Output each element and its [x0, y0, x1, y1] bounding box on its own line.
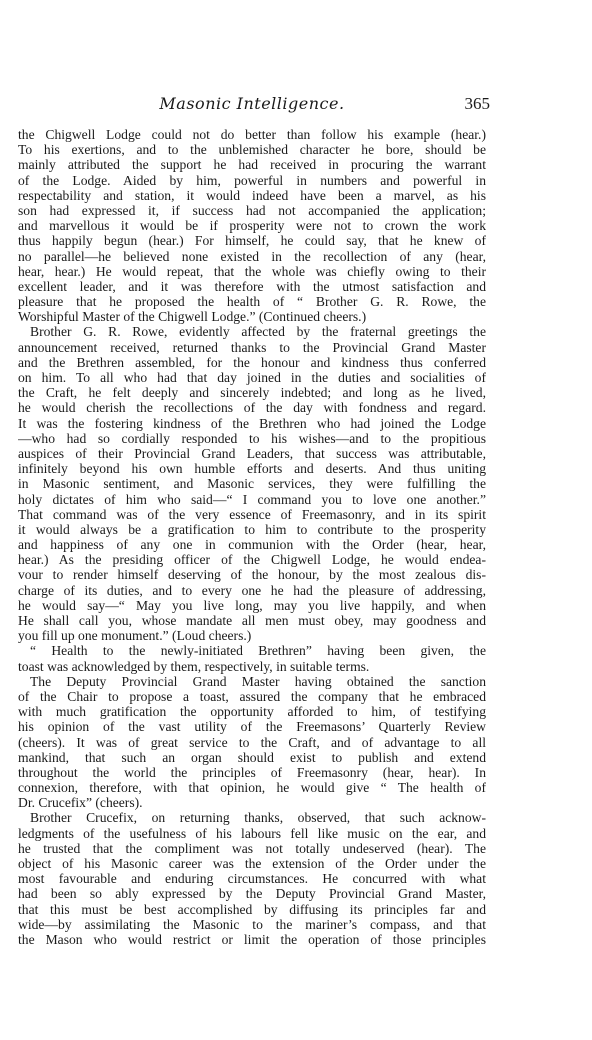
text-line: respectability and station, it would indeed have been a marvel, as his — [18, 187, 486, 203]
text-line: That command was of the very essence of Freemasonry, and in its spirit — [18, 506, 486, 522]
text-line: he trusted that the compliment was not totally undeserved (hear). The — [18, 840, 486, 856]
text-line: that this must be best accomplished by diffusing its principles far and — [18, 901, 486, 917]
text-line: He shall call you, whose mandate all men must obey, may goodness and — [18, 613, 486, 628]
text-line: son had expressed it, if success had not accompanied the application; — [18, 202, 486, 218]
text-line: of the Chair to propose a toast, assured the company that he embraced — [18, 688, 486, 704]
text-line: Worshipful Master of the Chigwell Lodge.” (Continued cheers.) — [18, 309, 367, 325]
text-line: mankind, that such an organ should exist to publish and extend — [18, 749, 486, 765]
text-line: it would always be a gratification to him to contribute to the prosperity — [18, 521, 486, 537]
text-line: To his exertions, and to the unblemished character he bore, should be — [18, 142, 486, 158]
running-head — [18, 94, 490, 116]
running-title: Masonic Intelligence. — [159, 94, 345, 113]
text-line: announcement received, returned thanks to the Provincial Grand Master — [18, 339, 486, 355]
text-line: Brother G. R. Rowe, evidently affected by the fraternal greetings the — [30, 324, 486, 340]
text-line: pleasure that he proposed the health of “ Brother G. R. Rowe, the — [18, 294, 486, 310]
text-line: Brother Crucefix, on returning thanks, observed, that such acknow- — [30, 810, 486, 826]
text-line: thus happily begun (hear.) For himself, he could say, that he knew of — [18, 233, 486, 249]
text-line: vour to render himself deserving of the honour, by the most zealous dis- — [18, 567, 486, 583]
text-line: the Chigwell Lodge could not do better than follow his example (hear.) — [18, 127, 486, 142]
text-line: mainly attributed the support he had received in procuring the warrant — [18, 157, 486, 173]
text-line: of the Lodge. Aided by him, powerful in numbers and powerful in — [18, 172, 486, 188]
text-line: the Mason who would restrict or limit the operation of those principles — [18, 931, 486, 947]
text-line: most favourable and enduring circumstances. He concurred with what — [18, 871, 486, 887]
text-line: and marvellous it would be if prosperity were not to crown the work — [18, 218, 486, 234]
text-line: infinitely beyond his own humble efforts and deserts. And thus uniting — [18, 461, 486, 477]
text-line: excellent leader, and it was therefore with the utmost satisfaction and — [18, 278, 486, 294]
text-line: with much gratification the opportunity afforded to him, of testifying — [18, 704, 486, 720]
text-line: It was the fostering kindness of the Brethren who had joined the Lodge — [18, 415, 486, 431]
text-line: you fill up one monument.” (Loud cheers.) — [18, 628, 252, 644]
text-line: on him. To all who had that day joined in the duties and socialities of — [18, 370, 486, 385]
text-line: hear, hear.) He would repeat, that the whole was chiefly owing to their — [18, 263, 486, 279]
text-line: no parallel—he believed none existed in the recollection of any (hear, — [18, 248, 486, 264]
text-line: and happiness of any one in communion with the Order (hear, hear, — [18, 537, 486, 553]
text-line: charge of its duties, and to every one he had the pleasure of addressing, — [18, 582, 486, 598]
text-line: and the Brethren assembled, for the honour and kindness thus conferred — [18, 354, 486, 370]
text-line: wide—by assimilating the Masonic to the mariner’s compass, and that — [18, 916, 486, 932]
text-line: in Masonic sentiment, and Masonic services, they were fulfilling the — [18, 476, 486, 492]
text-line: object of his Masonic career was the extension of the Order under the — [18, 856, 486, 871]
text-line: holy dictates of him who said—“ I command you to love one another.” — [18, 491, 486, 507]
text-line: —who had so cordially responded to his wishes—and to the propitious — [18, 430, 486, 446]
text-line: auspices of their Provincial Grand Leaders, that success was attributable, — [18, 445, 486, 461]
text-line: (cheers). It was of great service to the Craft, and of advantage to all — [18, 734, 486, 750]
text-line: his opinion of the vast utility of the Freemasons’ Quarterly Review — [18, 719, 486, 735]
text-line: throughout the world the principles of Freemasonry (hear, hear). In — [18, 764, 486, 780]
text-line: had been so ably expressed by the Deputy Provincial Grand Master, — [18, 886, 486, 902]
text-line: toast was acknowledged by them, respectively, in suitable terms. — [18, 658, 370, 674]
text-line: “ Health to the newly-initiated Brethren” having been given, the — [30, 643, 486, 659]
text-line: the Craft, he felt deeply and sincerely indebted; and long as he lived, — [18, 385, 486, 401]
body-text — [18, 127, 486, 947]
text-line: Dr. Crucefix” (cheers). — [18, 795, 143, 811]
text-line: he would say—“ May you live long, may you live happily, and when — [18, 597, 486, 613]
text-line: ledgments of the usefulness of his labours fell like music on the ear, and — [18, 825, 486, 841]
text-line: The Deputy Provincial Grand Master having obtained the sanction — [30, 673, 486, 689]
text-line: hear.) As the presiding officer of the Chigwell Lodge, he would endea- — [18, 552, 486, 568]
text-line: connexion, therefore, with that opinion, he would give “ The health of — [18, 780, 486, 796]
page-number: 365 — [464, 94, 490, 113]
text-line: he would cherish the recollections of the day with fondness and regard. — [18, 400, 486, 416]
book-page — [18, 0, 490, 1040]
